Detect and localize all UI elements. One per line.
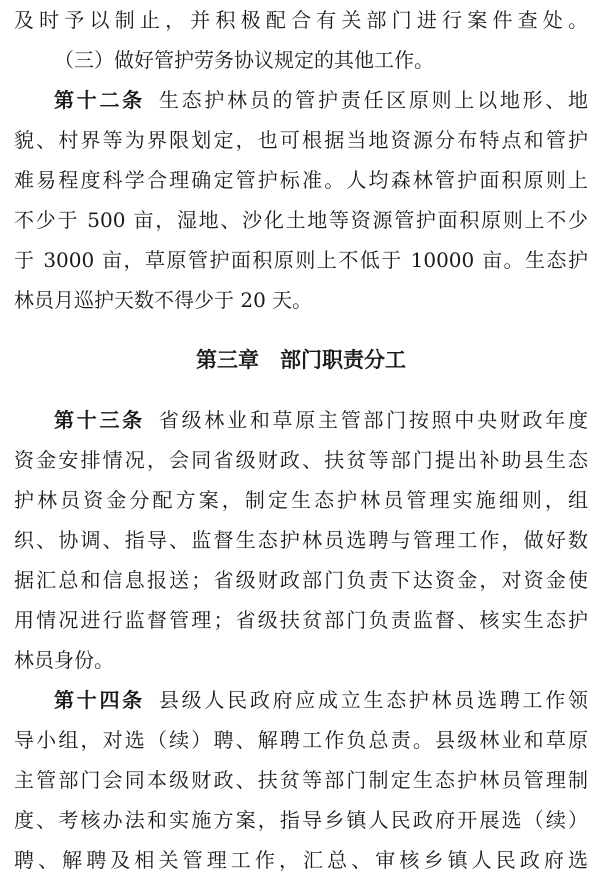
chapter-heading: 第三章 部门职责分工 [196, 348, 406, 372]
article-heading: 第十三条 [54, 408, 145, 432]
text-line: 及时予以制止，并积极配合有关部门进行案件查处。 [14, 8, 588, 32]
text-line: 护林员资金分配方案，制定生态护林员管理实施细则，组 [14, 488, 588, 512]
text-line: 织、协调、指导、监督生态护林员选聘与管理工作，做好数 [14, 528, 588, 552]
article-paragraph-start [14, 80, 588, 120]
text-run: 省级林业和草原主管部门按照中央财政年度 [158, 408, 588, 432]
text-line: 资金安排情况，会同省级财政、扶贫等部门提出补助县生态 [14, 448, 588, 472]
article-paragraph-start [14, 680, 588, 720]
text-line: 难易程度科学合理确定管护标准。人均森林管护面积原则上 [14, 168, 588, 192]
text-line: 聘、解聘及相关管理工作，汇总、审核乡镇人民政府选 [14, 848, 588, 872]
text-run: 县级人民政府应成立生态护林员选聘工作领 [158, 688, 588, 712]
text-line: 林员身份。 [14, 648, 114, 672]
text-line: 导小组，对选（续）聘、解聘工作负总责。县级林业和草原 [14, 728, 588, 752]
article-heading: 第十四条 [54, 688, 145, 712]
text-line: 林员月巡护天数不得少于 20 天。 [14, 288, 313, 312]
text-line: 度、考核办法和实施方案，指导乡镇人民政府开展选（续） [14, 808, 588, 832]
text-line: 用情况进行监督管理；省级扶贫部门负责监督、核实生态护 [14, 608, 588, 632]
text-run: 生态护林员的管护责任区原则上以地形、地 [158, 88, 588, 112]
article-heading: 第十二条 [54, 88, 145, 112]
text-line: 不少于 500 亩，湿地、沙化土地等资源管护面积原则上不少 [14, 208, 588, 232]
text-line: 主管部门会同本级财政、扶贫等部门制定生态护林员管理制 [14, 768, 588, 792]
text-line: （三）做好管护劳务协议规定的其他工作。 [54, 48, 434, 72]
article-paragraph-start [14, 400, 588, 440]
text-line: 于 3000 亩，草原管护面积原则上不低于 10000 亩。生态护 [14, 248, 588, 272]
text-line: 貌、村界等为界限划定，也可根据当地资源分布特点和管护 [14, 128, 588, 152]
text-line: 据汇总和信息报送；省级财政部门负责下达资金，对资金使 [14, 568, 588, 592]
